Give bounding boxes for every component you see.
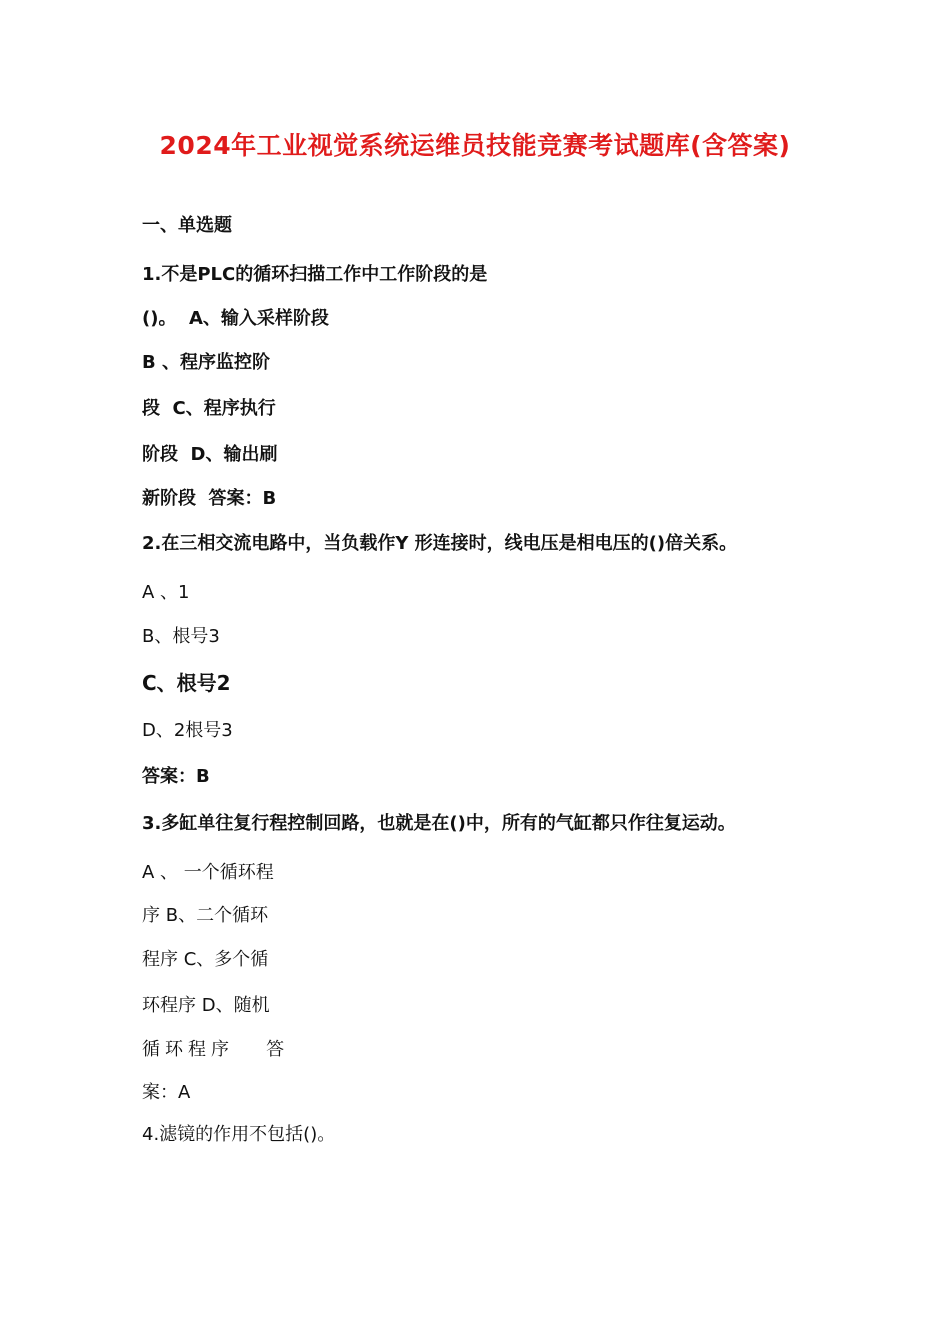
question-3-option-c: 程序 C、多个循 — [142, 949, 269, 970]
question-2-answer: 答案：B — [142, 766, 210, 787]
document-title: 2024年工业视觉系统运维员技能竞赛考试题库(含答案) — [159, 131, 791, 160]
question-3-option-b: 序 B、二个循环 — [142, 905, 269, 926]
question-1-option-c: 段 C、程序执行 — [142, 398, 276, 419]
question-3-answer: 案：A — [142, 1082, 191, 1103]
question-2-option-c: C、根号2 — [142, 671, 231, 695]
question-3-option-d: 环程序 D、随机 — [142, 995, 270, 1016]
question-1-option-b: B 、程序监控阶 — [142, 352, 270, 373]
section-heading: 一、单选题 — [142, 215, 232, 236]
question-3-stem: 3.多缸单往复行程控制回路，也就是在()中，所有的气缸都只作往复运动。 — [142, 813, 736, 834]
question-2-stem: 2.在三相交流电路中，当负载作Y 形连接时，线电压是相电压的()倍关系。 — [142, 533, 738, 554]
question-3-answer-line: 循环程序 答 — [142, 1039, 290, 1060]
question-2-option-a: A 、1 — [142, 582, 190, 603]
question-1-option-d: 阶段 D、输出刷 — [142, 444, 278, 465]
question-1-answer: 新阶段 答案：B — [142, 488, 277, 509]
question-2-option-d: D、2根号3 — [142, 720, 233, 741]
question-1-stem: 1.不是PLC的循环扫描工作中工作阶段的是 — [142, 264, 488, 285]
question-2-option-b: B、根号3 — [142, 626, 220, 647]
question-3-option-a: A 、 一个循环程 — [142, 862, 274, 883]
question-4-stem: 4.滤镜的作用不包括()。 — [142, 1124, 336, 1145]
question-1-option-a: ()。 A、输入采样阶段 — [142, 308, 329, 329]
